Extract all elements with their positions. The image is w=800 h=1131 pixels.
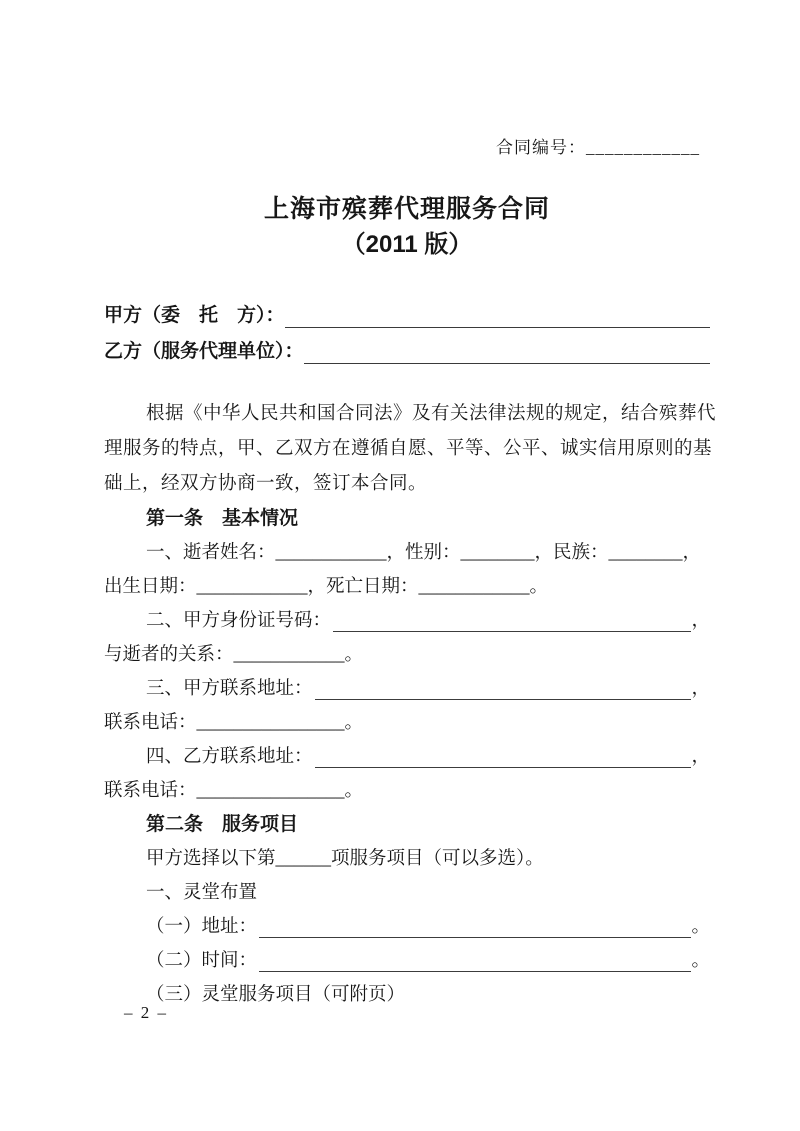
page-title: 上海市殡葬代理服务合同	[263, 195, 550, 223]
service-selection-line: 甲方选择以下第______项服务项目（可以多选）。	[146, 849, 544, 869]
contract-number-label: 合同编号：	[496, 138, 586, 157]
deceased-info-line: 一、逝者姓名：____________，性别：________，民族：________，	[146, 543, 702, 563]
party-a-row	[104, 298, 710, 334]
id-number-line	[104, 604, 710, 638]
intro-line-3: 础上，经双方协商一致，签订本合同。	[104, 474, 428, 494]
party-a-address-label: 三、甲方联系地址：	[146, 679, 313, 699]
party-b-underline	[304, 334, 710, 364]
relation-line: 与逝者的关系：____________。	[104, 645, 364, 665]
article2-heading: 第二条 服务项目	[146, 814, 299, 835]
party-a-address-trailing-comma: ，	[691, 679, 710, 699]
party-b-address-line	[104, 740, 710, 774]
lingtang-address-line	[104, 910, 710, 944]
party-b-row	[104, 334, 710, 370]
party-a-label: 甲方（委 托 方）：	[104, 305, 285, 326]
party-b-phone-line: 联系电话：________________。	[104, 781, 364, 801]
party-a-address-line	[104, 672, 710, 706]
page-number: – 2 –	[124, 1003, 168, 1022]
lingtang-time-underline	[259, 944, 691, 972]
lingtang-time-trailing-period: 。	[691, 951, 710, 971]
party-b-label: 乙方（服务代理单位）：	[104, 341, 304, 362]
party-a-address-underline	[315, 672, 692, 700]
id-number-label: 二、甲方身份证号码：	[146, 611, 332, 631]
id-number-underline	[333, 604, 691, 632]
birth-death-dates-line: 出生日期：____________，死亡日期：____________。	[104, 577, 549, 597]
intro-paragraph	[104, 397, 717, 502]
intro-line-1: 根据《中华人民共和国合同法》及有关法律法规的规定，结合殡葬代	[146, 404, 717, 424]
lingtang-address-label: （一）地址：	[146, 917, 258, 937]
contract-number-blank: ____________	[586, 138, 700, 157]
lingtang-services-line: （三）灵堂服务项目（可附页）	[146, 985, 406, 1005]
page-subtitle: （2011 版）	[341, 231, 473, 258]
page-content	[104, 0, 717, 1012]
lingtang-address-trailing-period: 。	[691, 917, 710, 937]
article1-heading: 第一条 基本情况	[146, 508, 299, 529]
id-number-trailing-comma: ，	[691, 611, 710, 631]
lingtang-address-underline	[259, 910, 691, 938]
contract-number-row	[104, 136, 710, 160]
intro-line-2: 理服务的特点，甲、乙双方在遵循自愿、平等、公平、诚实信用原则的基	[104, 439, 713, 459]
lingtang-section-title: 一、灵堂布置	[146, 883, 258, 903]
party-b-address-underline	[315, 740, 692, 768]
lingtang-time-line	[104, 944, 710, 978]
party-a-phone-line: 联系电话：________________。	[104, 713, 364, 733]
lingtang-time-label: （二）时间：	[146, 951, 258, 971]
party-a-underline	[285, 298, 710, 328]
party-b-address-label: 四、乙方联系地址：	[146, 747, 313, 767]
party-b-address-trailing-comma: ，	[691, 747, 710, 767]
parties-block	[104, 298, 710, 370]
